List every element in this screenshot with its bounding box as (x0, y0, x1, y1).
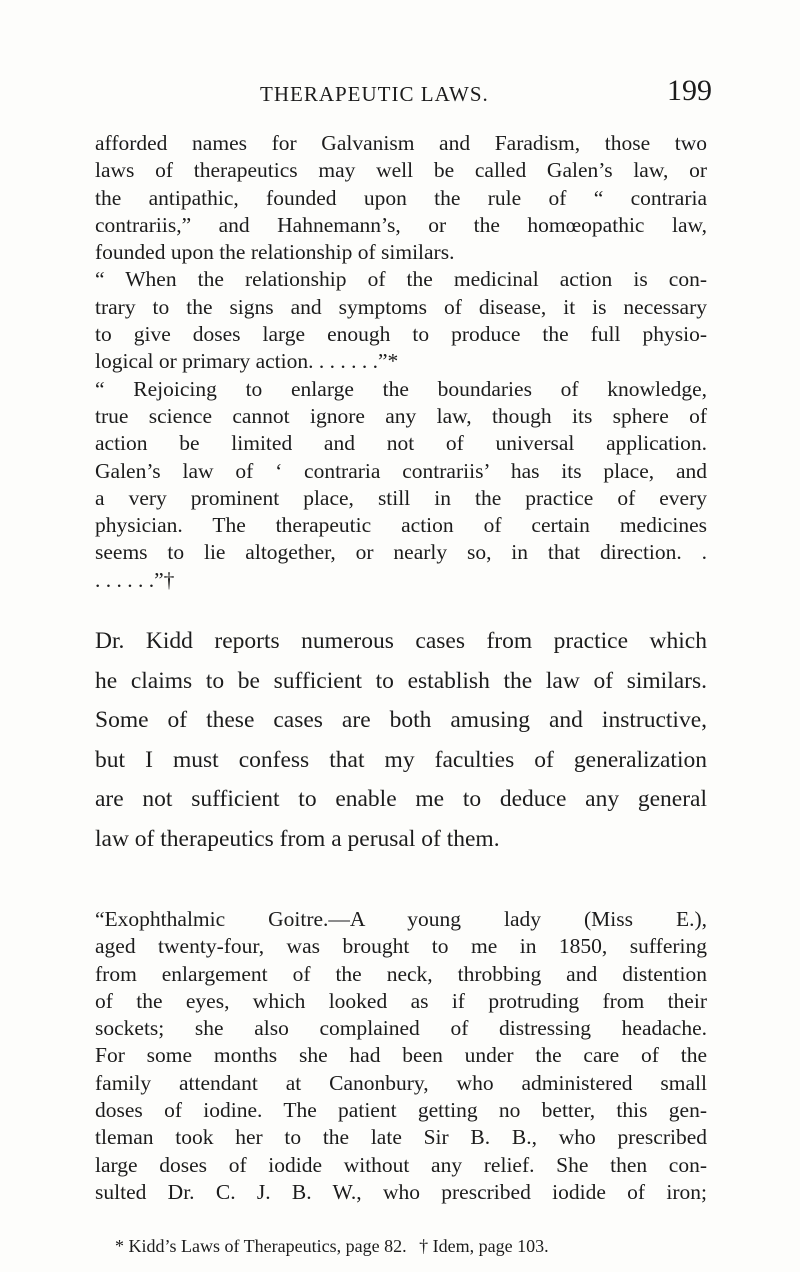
footnote-idem: † Idem, page 103. (419, 1236, 549, 1256)
text-line: but I must confess that my faculties of generalization (95, 746, 707, 773)
text-line: sockets; she also complained of distressing headache. (95, 1016, 707, 1041)
text-line: true science cannot ignore any law, though its sphere of (95, 403, 707, 428)
text-line: action be limited and not of universal application. (95, 431, 707, 456)
footnotes (115, 1236, 705, 1257)
text-line: Some of these cases are both amusing and instructive, (95, 707, 707, 733)
footnote-kidd: * Kidd’s Laws of Therapeutics, page 82. (115, 1236, 407, 1256)
text-line: “ Rejoicing to enlarge the boundaries of knowledge, (95, 376, 707, 401)
text-line: the antipathic, founded upon the rule of “ contraria (95, 185, 707, 210)
text-line: he claims to be sufficient to establish the law of similars. (95, 667, 707, 694)
text-line: tleman took her to the late Sir B. B., who prescribed (95, 1125, 707, 1150)
page-header (260, 74, 712, 114)
text-line: a very prominent place, still in the practice of every (95, 485, 707, 510)
text-line: founded upon the relationship of similars. (95, 240, 455, 265)
running-title: THERAPEUTIC LAWS. (260, 82, 489, 106)
text-line: afforded names for Galvanism and Faradism, those two (95, 131, 707, 155)
paragraph-dr-kidd (95, 622, 707, 859)
text-line: contrariis,” and Hahnemann’s, or the homœopathic law, (95, 212, 707, 237)
text-line: physician. The therapeutic action of certain medicines (95, 513, 707, 538)
text-line: doses of iodine. The patient getting no better, this gen- (95, 1098, 707, 1123)
text-line: from enlargement of the neck, throbbing and distention (95, 961, 707, 986)
text-line: large doses of iodide without any relief. She then con- (95, 1152, 707, 1177)
text-line: sulted Dr. C. J. B. W., who prescribed iodide of iron; (95, 1179, 707, 1204)
page-number: 199 (667, 74, 712, 107)
text-line: “Exophthalmic Goitre.—A young lady (Miss E.), (95, 907, 707, 931)
text-line: law of therapeutics from a perusal of them. (95, 825, 500, 852)
text-line: For some months she had been under the care of the (95, 1043, 707, 1068)
text-line: “ When the relationship of the medicinal action is con- (95, 267, 707, 292)
text-line: Galen’s law of ‘ contraria contrariis’ has its place, and (95, 458, 707, 483)
paragraph-galen-law (95, 130, 707, 594)
paragraph-exophthalmic-goitre (95, 906, 707, 1206)
text-line: . . . . . .”† (95, 567, 175, 592)
text-line: family attendant at Canonbury, who administered small (95, 1070, 707, 1095)
text-line: trary to the signs and symptoms of disease, it is necessary (95, 294, 707, 319)
text-line: of the eyes, which looked as if protruding from their (95, 988, 707, 1013)
text-line: laws of therapeutics may well be called Galen’s law, or (95, 158, 707, 183)
text-line: to give doses large enough to produce the full physio- (95, 322, 707, 347)
text-line: seems to lie altogether, or nearly so, in that direction. . (95, 540, 707, 565)
text-line: are not sufficient to enable me to deduce any general (95, 786, 707, 812)
text-line: aged twenty-four, was brought to me in 1850, suffering (95, 934, 707, 959)
text-line: Dr. Kidd reports numerous cases from practice which (95, 628, 707, 654)
text-line: logical or primary action. . . . . . .”* (95, 349, 399, 374)
